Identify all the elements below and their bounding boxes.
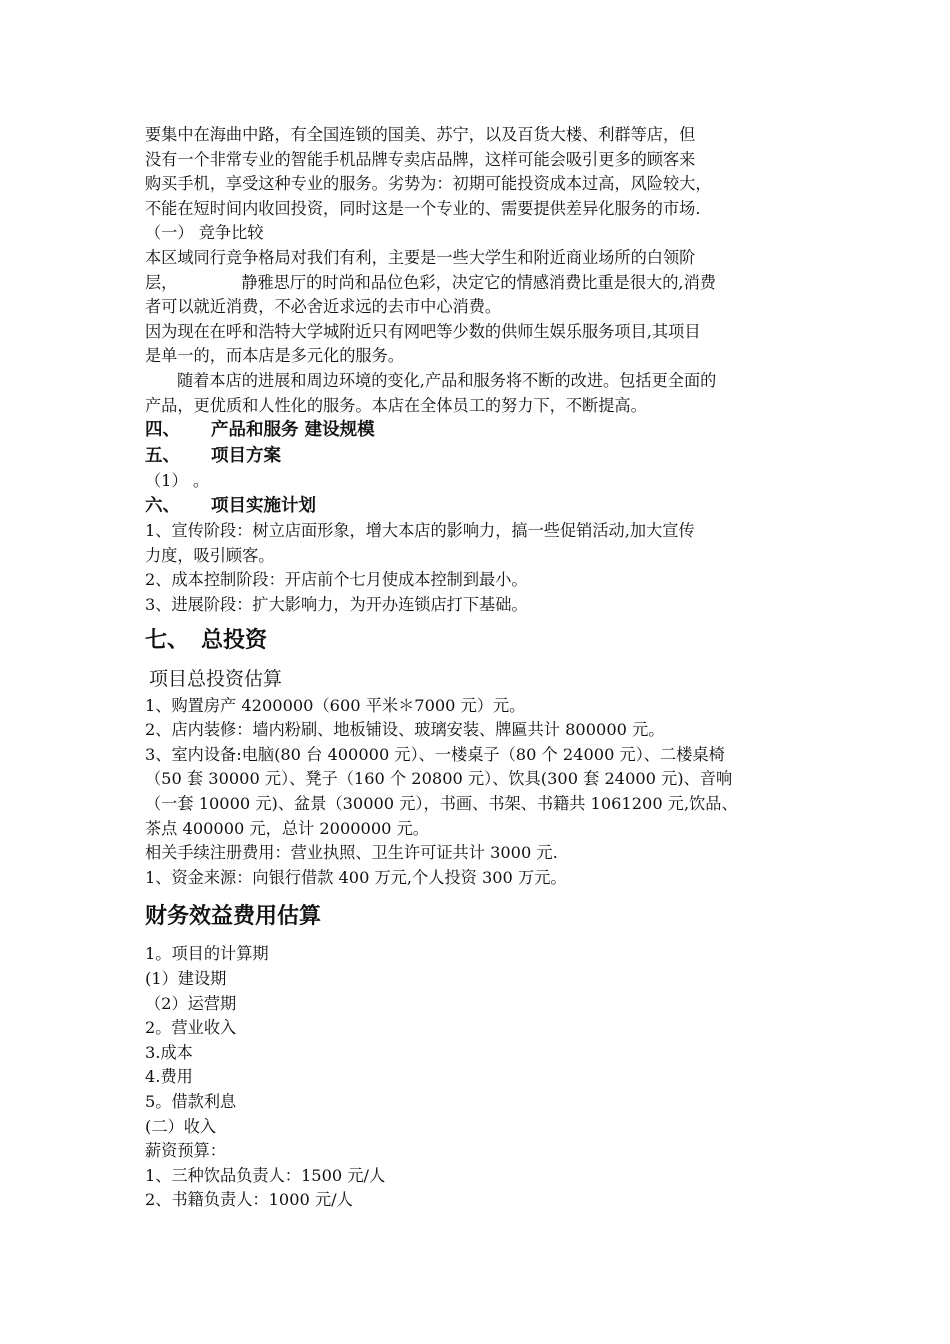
intro-line: 购买手机，享受这种专业的服务。劣势为：初期可能投资成本过高，风险较大， <box>145 174 712 194</box>
section-6-line: 力度，吸引顾客。 <box>145 545 275 565</box>
document-page <box>145 123 810 1213</box>
competition-line: 产品，更优质和人性化的服务。本店在全体员工的努力下，不断提高。 <box>145 395 647 415</box>
investment-line: 2、店内装修：墙内粉刷、地板铺设、玻璃安装、牌匾共计 800000 元。 <box>145 720 665 740</box>
finance-line: 2、书籍负责人：1000 元/人 <box>145 1190 353 1210</box>
competition-line <box>145 271 810 296</box>
intro-line: 没有一个非常专业的智能手机品牌专卖店品牌，这样可能会吸引更多的顾客来 <box>145 149 696 169</box>
section-5-title: 项目方案 <box>211 445 281 466</box>
section-5-number: 五、 <box>145 445 180 466</box>
section-4-title: 产品和服务 建设规模 <box>211 420 375 441</box>
section-6-line: 2、成本控制阶段：开店前个七月使成本控制到最小。 <box>145 570 528 590</box>
section-7-subtitle: 项目总投资估算 <box>149 667 283 690</box>
section-6-title: 项目实施计划 <box>211 495 316 516</box>
section-7-title: 总投资 <box>201 627 268 653</box>
investment-line: 1、资金来源：向银行借款 400 万元,个人投资 300 万元。 <box>145 867 567 887</box>
competition-line: 本区域同行竞争格局对我们有利，主要是一些大学生和附近商业场所的白领阶 <box>145 247 696 267</box>
section-4-heading <box>145 418 810 444</box>
intro-line: 不能在短时间内收回投资，同时这是一个专业的、需要提供差异化服务的市场. <box>145 198 701 218</box>
competition-line: 是单一的，而本店是多元化的服务。 <box>145 346 404 366</box>
section-6-line: 1、宣传阶段：树立店面形象，增大本店的影响力，搞一些促销活动,加大宣传 <box>145 521 695 541</box>
section-4-number: 四、 <box>145 420 180 441</box>
section-6-heading <box>145 494 810 520</box>
investment-line: 1、购置房产 4200000（600 平米＊7000 元）元。 <box>145 695 526 715</box>
competition-line: 随着本店的进展和周边环境的变化,产品和服务将不断的改进。包括更全面的 <box>177 370 717 390</box>
finance-line: 1、三种饮品负责人：1500 元/人 <box>145 1165 386 1185</box>
section-6-number: 六、 <box>145 495 180 516</box>
intro-line: 要集中在海曲中路，有全国连锁的国美、苏宁，以及百货大楼、利群等店，但 <box>145 125 696 144</box>
finance-line: 1。项目的计算期 <box>145 944 269 964</box>
competition-line: 因为现在在呼和浩特大学城附近只有网吧等少数的供师生娱乐服务项目,其项目 <box>145 321 701 341</box>
section-5-item: （1） 。 <box>145 471 210 491</box>
finance-line: 5。借款利息 <box>145 1091 237 1111</box>
investment-line: （50 套 30000 元）、凳子（160 个 20800 元）、饮具(300 套 24000 元)、音响 <box>145 769 733 789</box>
finance-line: (二）收入 <box>145 1116 217 1136</box>
finance-line: (1）建设期 <box>145 968 227 988</box>
section-7-number: 七、 <box>145 627 190 653</box>
finance-heading: 财务效益费用估算 <box>145 904 322 930</box>
section-6-line: 3、进展阶段：扩大影响力，为开办连锁店打下基础。 <box>145 595 528 614</box>
investment-line: （一套 10000 元)、盆景（30000 元），书画、书架、书籍共 1061200 元,饮品、 <box>145 793 738 813</box>
competition-line: 者可以就近消费，不必舍近求远的去市中心消费。 <box>145 297 502 317</box>
investment-line: 茶点 400000 元，总计 2000000 元。 <box>145 818 429 838</box>
competition-heading: （一） 竞争比较 <box>145 223 264 243</box>
finance-line: 4.费用 <box>145 1067 193 1087</box>
finance-line: （2）运营期 <box>145 993 237 1013</box>
section-5-heading <box>145 444 810 470</box>
investment-line: 相关手续注册费用：营业执照、卫生许可证共计 3000 元. <box>145 843 558 863</box>
finance-line: 2。营业收入 <box>145 1018 237 1038</box>
competition-line-start: 层， <box>145 272 178 292</box>
finance-line: 薪资预算： <box>145 1141 226 1161</box>
finance-line: 3.成本 <box>145 1042 193 1062</box>
competition-line-rest: 静雅思厅的时尚和品位色彩，决定它的情感消费比重是很大的,消费 <box>241 272 716 292</box>
investment-line: 3、室内设备:电脑(80 台 400000 元）、一楼桌子（80 个 24000 元）、二楼桌椅 <box>145 744 725 764</box>
section-7-heading <box>145 626 810 656</box>
